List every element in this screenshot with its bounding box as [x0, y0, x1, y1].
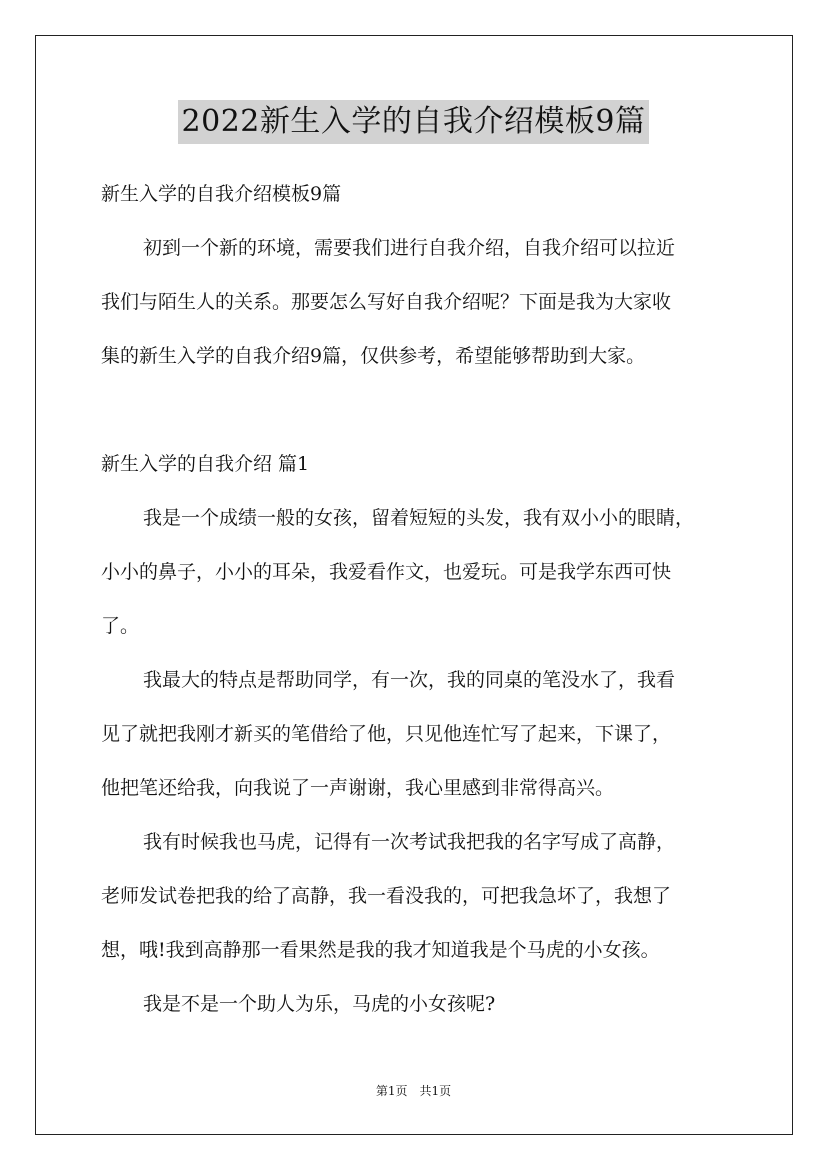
- paragraph-line: 我是一个成绩一般的女孩，留着短短的头发，我有双小小的眼睛，: [143, 507, 695, 529]
- section-heading: 新生入学的自我介绍模板9篇: [101, 183, 342, 205]
- title-wrap: [0, 100, 827, 144]
- paragraph-line: 我是不是一个助人为乐，马虎的小女孩呢?: [143, 993, 496, 1015]
- paragraph-line: 我最大的特点是帮助同学，有一次，我的同桌的笔没水了，我看: [143, 669, 676, 691]
- paragraph-line: 初到一个新的环境，需要我们进行自我介绍，自我介绍可以拉近: [143, 237, 676, 259]
- paragraph-line: 集的新生入学的自我介绍9篇，仅供参考，希望能够帮助到大家。: [101, 345, 646, 367]
- paragraph-line: 老师发试卷把我的给了高静，我一看没我的，可把我急坏了，我想了: [101, 885, 672, 907]
- paragraph-line: 见了就把我刚才新买的笔借给了他，只见他连忙写了起来，下课了，: [101, 723, 672, 745]
- section-heading: 新生入学的自我介绍 篇1: [101, 453, 310, 475]
- paragraph-line: 小小的鼻子，小小的耳朵，我爱看作文，也爱玩。可是我学东西可快: [101, 561, 672, 583]
- paragraph-line: 他把笔还给我，向我说了一声谢谢，我心里感到非常得高兴。: [101, 777, 615, 799]
- paragraph-line: 了。: [101, 615, 140, 637]
- document-title: 2022新生入学的自我介绍模板9篇: [178, 100, 650, 144]
- paragraph-line: 我们与陌生人的关系。那要怎么写好自我介绍呢？下面是我为大家收: [101, 291, 672, 313]
- page-footer: 第1页 共1页: [375, 1084, 452, 1098]
- paragraph-line: 想，哦!我到高静那一看果然是我的我才知道我是个马虎的小女孩。: [101, 939, 660, 961]
- paragraph-line: 我有时候我也马虎，记得有一次考试我把我的名字写成了高静，: [143, 831, 676, 853]
